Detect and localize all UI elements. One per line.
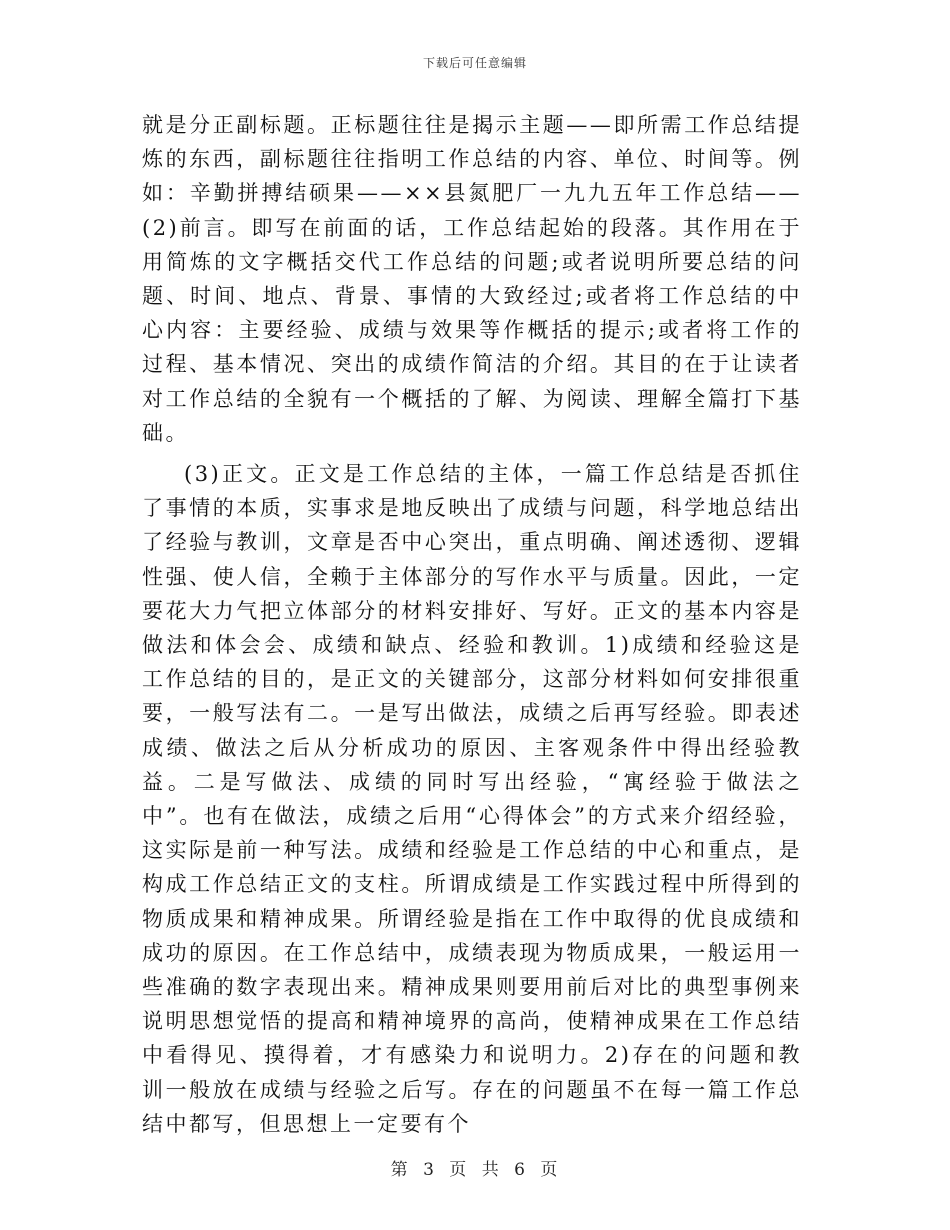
body-paragraph: 就是分正副标题。正标题往往是揭示主题——即所需工作总结提炼的东西，副标题往往指明工作总结的内容、单位、时间等。例如：辛勤拼搏结硕果——××县氮肥厂一九九五年工作总结——(2)前言。即写在前面的话，工作总结起始的段落。其作用在于用简炼的文字概括交代工作总结的问题;或者说明所要总结的问题、时间、地点、背景、事情的大致经过;或者将工作总结的中心内容：主要经验、成绩与效果等作概括的提示;或者将工作的过程、基本情况、突出的成绩作简洁的介绍。其目的在于让读者对工作总结的全貌有一个概括的了解、为阅读、理解全篇打下基础。 <box>142 113 802 445</box>
page-number-footer: 第 3 页 共 6 页 <box>390 1160 560 1180</box>
body-paragraph: (3)正文。正文是工作总结的主体，一篇工作总结是否抓住了事情的本质，实事求是地反映出了成绩与问题，科学地总结出了经验与教训，文章是否中心突出，重点明确、阐述透彻、逻辑性强、使人信，全赖于主体部分的写作水平与质量。因此，一定要花大力气把立体部分的材料安排好、写好。正文的基本内容是做法和体会会、成绩和缺点、经验和教训。1)成绩和经验这是工作总结的目的，是正文的关键部分，这部分材料如何安排很重要，一般写法有二。一是写出做法，成绩之后再写经验。即表述成绩、做法之后从分析成功的原因、主客观条件中得出经验教益。二是写做法、成绩的同时写出经验，“寓经验于做法之中”。也有在做法，成绩之后用“心得体会”的方式来介绍经验，这实际是前一种写法。成绩和经验是工作总结的中心和重点，是构成工作总结正文的支柱。所谓成绩是工作实践过程中所得到的物质成果和精神成果。所谓经验是指在工作中取得的优良成绩和成功的原因。在工作总结中，成绩表现为物质成果，一般运用一些准确的数字表现出来。精神成果则要用前后对比的典型事例来说明思想觉悟的提高和精神境界的高尚，使精神成果在工作总结中看得见、摸得着，才有感染力和说明力。2)存在的问题和教训一般放在成绩与经验之后写。存在的问题虽不在每一篇工作总结中都写，但思想上一定要有个 <box>142 462 802 1136</box>
page-header: 下载后可任意编辑 <box>422 56 527 70</box>
document-body <box>142 108 802 1141</box>
